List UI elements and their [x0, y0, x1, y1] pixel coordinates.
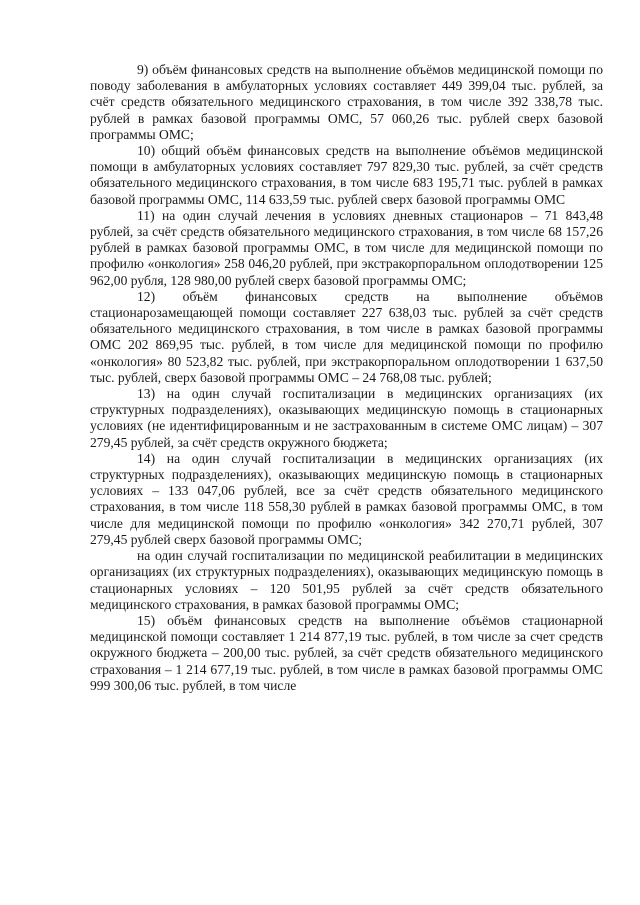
paragraph-item-14: 14) на один случай госпитализации в медицинских организациях (их структурных подразделениях), оказывающих медицинскую помощь в стационарных условиях – 133 047,06 рублей, все за счёт средств обязательного медицинского страхования, в том числе 118 558,30 рублей в рамках базовой программы ОМС, в том числе для медицинской помощи по профилю «онкология» 342 270,71 рублей, 307 279,45 рублей сверх базовой программы ОМС; — [90, 450, 603, 547]
paragraph-item-15: 15) объём финансовых средств на выполнение объёмов стационарной медицинской помощи составляет 1 214 877,19 тыс. рублей, в том числе за счет средств окружного бюджета – 200,00 тыс. рублей, за счёт средств обязательного медицинского страхования – 1 214 677,19 тыс. рублей, в том числе в рамках базовой программы ОМС 999 300,06 тыс. рублей, в том числе — [90, 612, 603, 693]
paragraph-item-10: 10) общий объём финансовых средств на выполнение объёмов медицинской помощи в амбулаторных условиях составляет 797 829,30 тыс. рублей, за счёт средств обязательного медицинского страхования, в том числе 683 195,71 тыс. рублей в рамках базовой программы ОМС, 114 633,59 тыс. рублей сверх базовой программы ОМС — [90, 143, 603, 207]
paragraph-item-12: 12) объём финансовых средств на выполнение объёмов стационарозамещающей помощи составляет 227 638,03 тыс. рублей за счёт средств обязательного медицинского страхования, в том числе в рамках базовой программы ОМС 202 869,95 тыс. рублей, в том числе для медицинской помощи по профилю «онкология» 80 523,82 тыс. рублей, при экстракорпоральном оплодотворении 1 637,50 тыс. рублей, сверх базовой программы ОМС – 24 768,08 тыс. рублей; — [90, 288, 603, 385]
paragraph-item-13: 13) на один случай госпитализации в медицинских организациях (их структурных подразделениях), оказывающих медицинскую помощь в стационарных условиях (не идентифицированным и не застрахованным в системе ОМС лицам) – 307 279,45 рублей, за счёт средств окружного бюджета; — [90, 386, 603, 450]
paragraph-item-9: 9) объём финансовых средств на выполнение объёмов медицинской помощи по поводу заболевания в амбулаторных условиях составляет 449 399,04 тыс. рублей, за счёт средств обязательного медицинского страхования, в том числе 392 338,78 тыс. рублей в рамках базовой программы ОМС, 57 060,26 тыс. рублей сверх базовой программы ОМС; — [90, 62, 603, 142]
document-page — [90, 62, 603, 694]
paragraph-item-11: 11) на один случай лечения в условиях дневных стационаров – 71 843,48 рублей, за счёт средств обязательного медицинского страхования, в том числе 68 157,26 рублей в рамках базовой программы ОМС, в том числе для медицинской помощи по профилю «онкология» 258 046,20 рублей, при экстракорпоральном оплодотворении 125 962,00 рубля, 128 980,00 рублей сверх базовой программы ОМС; — [90, 207, 603, 288]
paragraph-rehabilitation: на один случай госпитализации по медицинской реабилитации в медицинских организациях (их структурных подразделениях), оказывающих медицинскую помощь в стационарных условиях – 120 501,95 рублей за счёт средств обязательного медицинского страхования, в рамках базовой программы ОМС; — [90, 548, 603, 612]
